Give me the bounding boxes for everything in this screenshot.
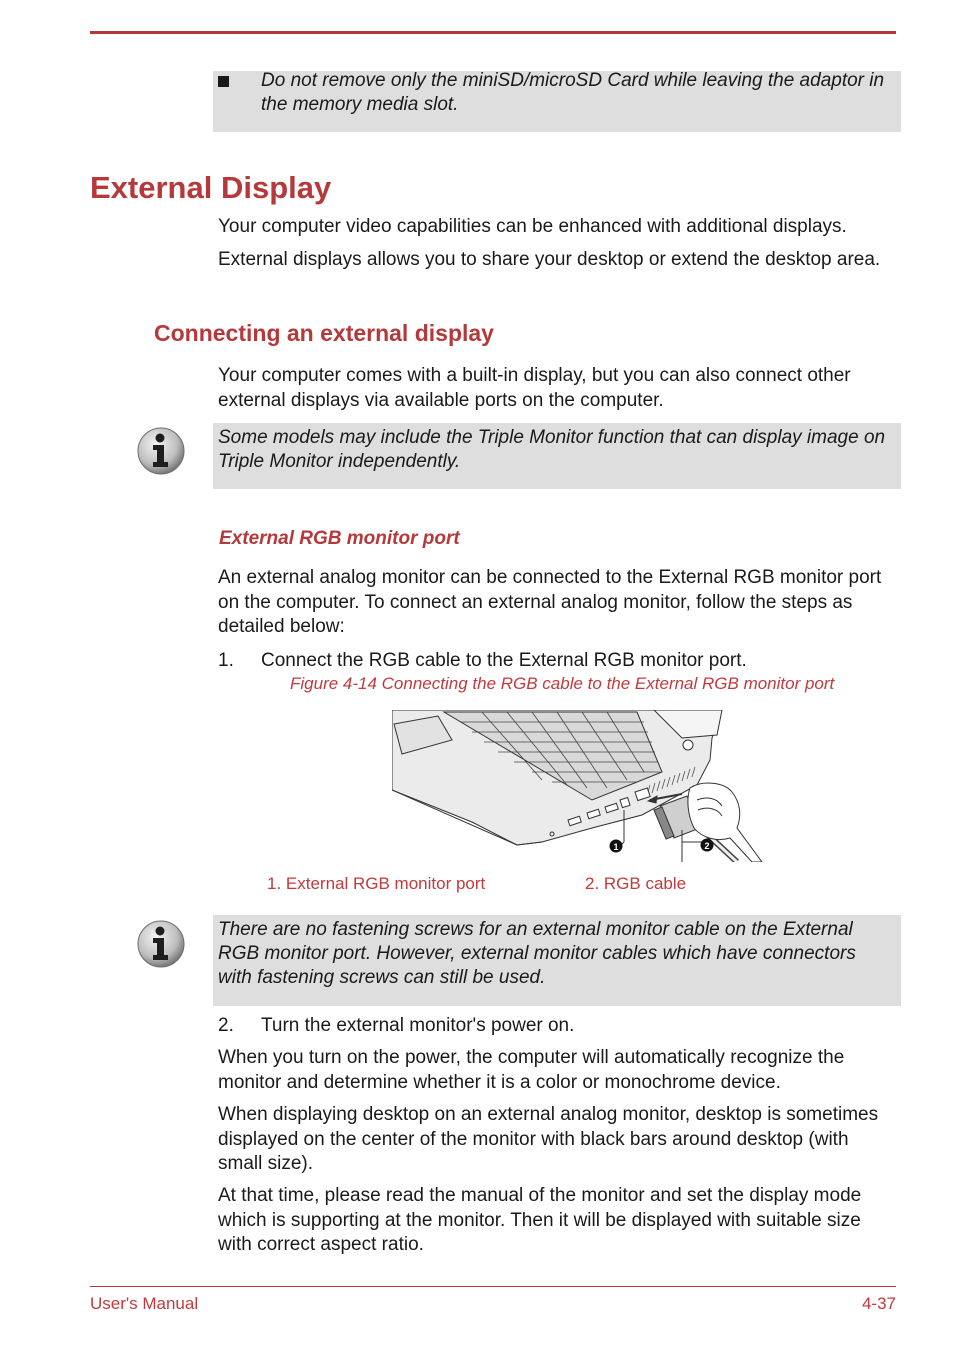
bullet-square-icon xyxy=(218,76,229,87)
warning-note xyxy=(213,71,901,132)
warning-note-text: Do not remove only the miniSD/microSD Card while leaving the adaptor in the memory media slot. xyxy=(261,70,885,115)
info-note-triple-monitor xyxy=(213,423,901,489)
subsection-intro: Your computer comes with a built-in display, but you can also connect other external displays via available ports on the computer. xyxy=(218,365,851,411)
section-intro-1: Your computer video capabilities can be enhanced with additional displays. xyxy=(218,216,847,237)
header-rule xyxy=(90,31,896,34)
section-title: External Display xyxy=(90,170,332,205)
subsection-title: Connecting an external display xyxy=(154,320,494,346)
footer-page-number: 4-37 xyxy=(861,1294,896,1313)
callout-1-label: 1 xyxy=(613,842,619,852)
rgb-cable-illustration xyxy=(392,710,764,862)
rgb-port-title: External RGB monitor port xyxy=(219,528,460,549)
rgb-intro: An external analog monitor can be connected to the External RGB monitor port on the computer. To connect an external analog monitor, follow the steps as detailed below: xyxy=(218,567,882,637)
footer-manual-title: User's Manual xyxy=(90,1294,199,1313)
step-2-number: 2. xyxy=(218,1015,234,1036)
step-1-number: 1. xyxy=(218,650,234,671)
legend-rgb-port: 1. External RGB monitor port xyxy=(267,874,486,893)
info-icon xyxy=(136,919,186,969)
paragraph-display-mode: At that time, please read the manual of the monitor and set the display mode which is supporting at the monitor. Then it will be displayed with suitable size with correct aspect ratio. xyxy=(218,1185,862,1255)
section-intro-2: External displays allows you to share your desktop or extend the desktop area. xyxy=(218,249,881,270)
info-note-text: Some models may include the Triple Monitor function that can display image on Triple Monitor independently. xyxy=(218,427,886,472)
step-1-text: Connect the RGB cable to the External RGB monitor port. xyxy=(261,650,747,671)
paragraph-black-bars: When displaying desktop on an external analog monitor, desktop is sometimes displayed on the center of the monitor with black bars around desktop (with small size). xyxy=(218,1104,879,1174)
info-icon xyxy=(136,426,186,476)
figure-caption: Figure 4-14 Connecting the RGB cable to the External RGB monitor port xyxy=(290,674,835,693)
info-note-text: There are no fastening screws for an external monitor cable on the External RGB monitor port. However, external monitor cables which have connectors with fastening screws can still be used. xyxy=(218,919,856,988)
info-note-fastening-screws xyxy=(213,915,901,1006)
step-2-text: Turn the external monitor's power on. xyxy=(261,1015,575,1036)
paragraph-recognize: When you turn on the power, the computer will automatically recognize the monitor and determine whether it is a color or monochrome device. xyxy=(218,1047,845,1093)
callout-2-label: 2 xyxy=(704,841,710,851)
legend-rgb-cable: 2. RGB cable xyxy=(585,874,687,893)
footer-rule xyxy=(90,1286,896,1287)
